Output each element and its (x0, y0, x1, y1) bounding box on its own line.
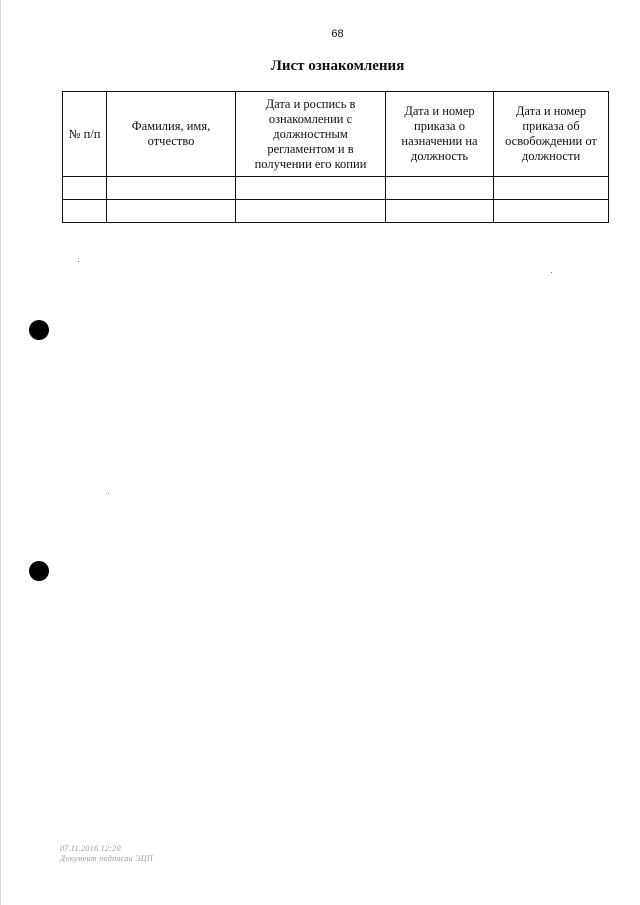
scan-speck (551, 272, 552, 273)
page-title: Лист ознакомления (270, 58, 405, 74)
column-header-signature-date: Дата и роспись в ознакомлении с должностным регламентом и в получении его копии (236, 92, 386, 177)
table-cell (236, 200, 386, 223)
table-cell (107, 200, 236, 223)
column-header-appointment-order: Дата и номер приказа о назначении на должность (386, 92, 494, 177)
scan-edge (0, 0, 1, 905)
scan-stamp (60, 844, 153, 864)
table-header-row (63, 92, 609, 177)
scan-stamp-line: Документ подписан ЭЦП (60, 854, 153, 863)
acknowledgement-table (62, 91, 609, 223)
scan-stamp-line: 07.11.2016 12:20 (60, 844, 121, 853)
table-cell (107, 177, 236, 200)
table-cell (494, 200, 609, 223)
table-cell (494, 177, 609, 200)
table-row (63, 200, 609, 223)
table-cell (386, 177, 494, 200)
page-number: 68 (331, 28, 344, 40)
table-cell (63, 200, 107, 223)
table-cell (236, 177, 386, 200)
table-row (63, 177, 609, 200)
table-cell (386, 200, 494, 223)
scan-speck (78, 261, 79, 262)
punch-hole-bottom (29, 561, 49, 581)
column-header-number: № п/п (63, 92, 107, 177)
scan-speck (108, 493, 109, 494)
table-cell (63, 177, 107, 200)
punch-hole-top (29, 320, 49, 340)
column-header-full-name: Фамилия, имя, отчество (107, 92, 236, 177)
column-header-dismissal-order: Дата и номер приказа об освобождении от должности (494, 92, 609, 177)
